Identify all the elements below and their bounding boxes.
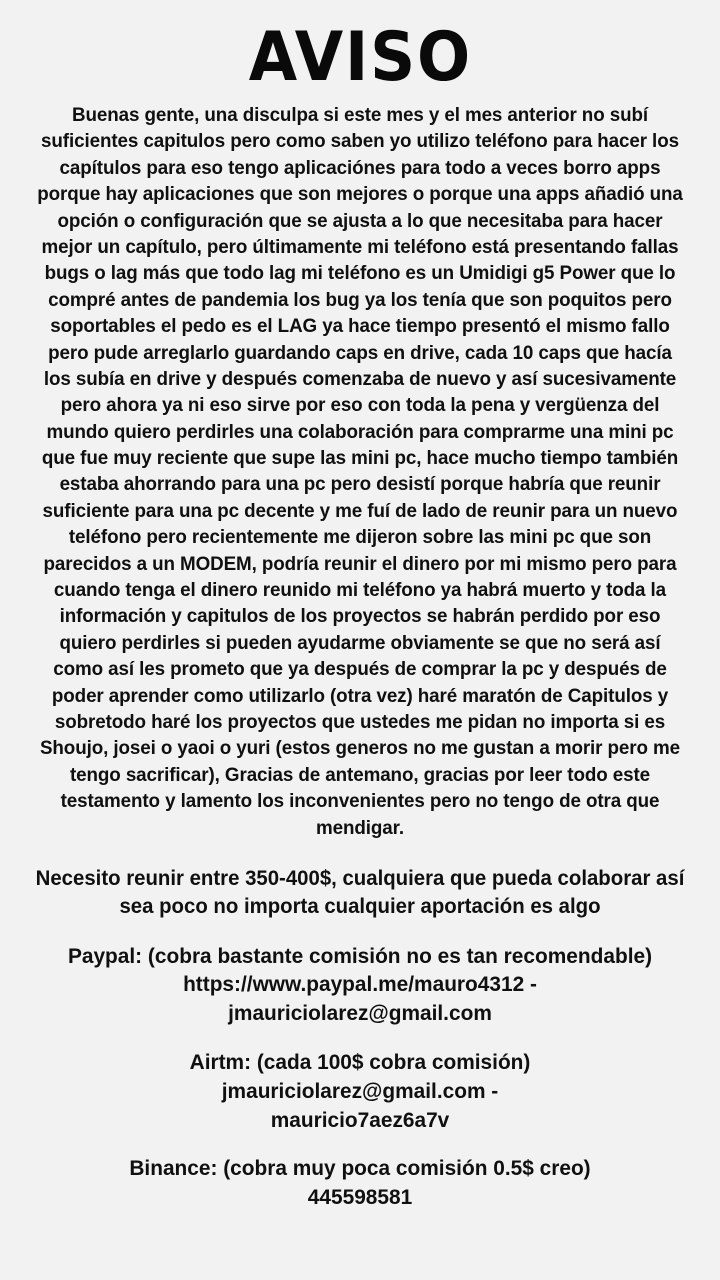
binance-id[interactable]: 445598581 <box>307 1185 413 1210</box>
binance-heading: Binance: (cobra muy poca comisión 0.5$ creo) <box>129 1156 591 1181</box>
airtm-email[interactable]: jmauriciolarez@gmail.com - <box>221 1078 499 1103</box>
paypal-heading: Paypal: (cobra bastante comisión no es tan recomendable) <box>67 943 653 968</box>
airtm-heading: Airtm: (cada 100$ cobra comisión) <box>189 1050 531 1075</box>
paypal-email[interactable]: jmauriciolarez@gmail.com <box>228 1001 492 1026</box>
paypal-link[interactable]: https://www.paypal.me/mauro4312 - <box>183 972 537 997</box>
funding-goal-note: Necesito reunir entre 350-400$, cualquiera que pueda colaborar así sea poco no importa cualquier aportación es algo <box>35 866 685 919</box>
airtm-username[interactable]: mauricio7aez6a7v <box>270 1107 450 1132</box>
page-title: AVISO <box>248 18 472 97</box>
notice-body-paragraph: Buenas gente, una disculpa si este mes y el mes anterior no subí suficientes capitulos pero como saben yo utilizo teléfono para hacer los capítulos para eso tengo aplicaciónes para todo a veces borro apps porque hay aplicaciones que son mejores o porque una apps añadió una opción o configuración que se ajusta a lo que necesitaba para hacer mejor un capítulo, pero últimamente mi teléfono está presentando fallas bugs o lag más que todo lag mi teléfono es un Umidigi g5 Power que lo compré antes de pandemia los bug ya los tenía que son poquitos pero soportables el pedo es el LAG ya hace tiempo presentó el mismo fallo pero pude arreglarlo guardando caps en drive, cada 10 caps que hacía los subía en drive y después comenzaba de nuevo y así sucesivamente pero ahora ya ni eso sirve por eso con toda la pena y vergüenza del mundo quiero perdirles una colaboración para comprarme una mini pc que fue muy reciente que supe las mini pc, hace mucho tiempo también estaba ahorrando para una pc pero desistí porque habría que reunir suficiente para una pc decente y me fuí de lado de reunir para un nuevo teléfono pero recientemente me dijeron sobre las mini pc que son parecidos a un MODEM, podría reunir el dinero por mi mismo pero para cuando tenga el dinero reunido mi teléfono ya habrá muerto y toda la información y capitulos de los proyectos se habrán perdido por eso quiero perdirles si pueden ayudarme obviamente se que no será así como así les prometo que ya después de comprar la pc y después de poder aprender como utilizarlo (otra vez) haré maratón de Capitulos y sobretodo haré los proyectos que ustedes me pidan no importa si es Shoujo, josei o yaoi o yuri (estos generos no me gustan a morir pero me tengo sacrificar), Gracias de antemano, gracias por leer todo este testamento y lamento los inconvenientes pero no tengo de otra que mendigar. <box>37 104 683 839</box>
